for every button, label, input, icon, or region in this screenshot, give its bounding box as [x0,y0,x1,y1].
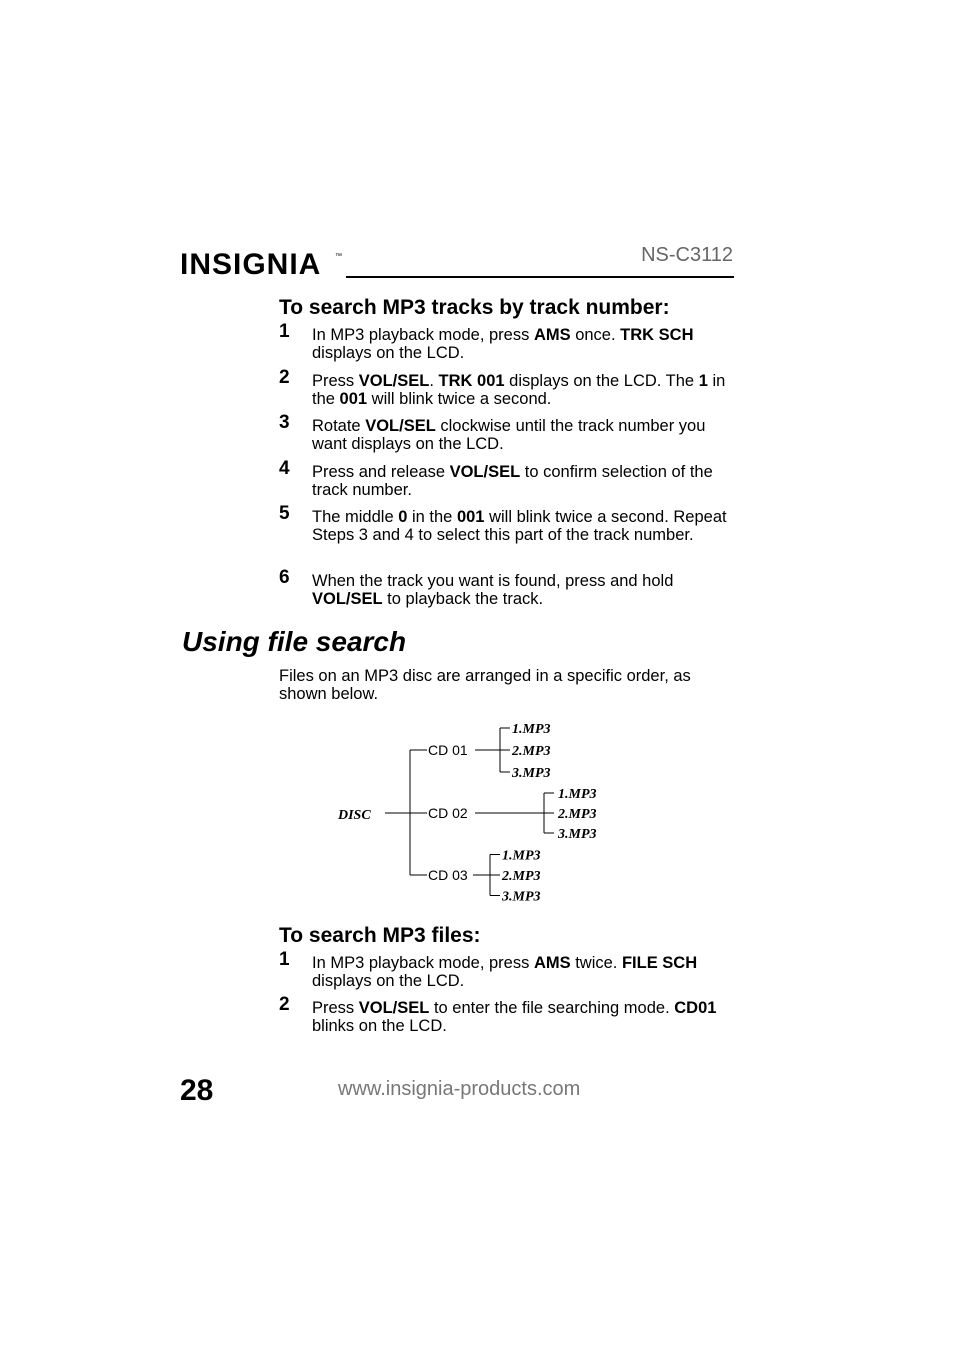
track-number-step-3 [279,412,739,453]
disc-folder-diagram [330,712,620,912]
text-run: to confirm selection of the track number. [312,463,713,499]
bold-term: 001 [456,508,485,526]
brand-text: INSIGNIA [180,248,322,281]
heading-mp3-files-search: To search MP3 files: [279,924,481,947]
step-number: 1 [279,949,290,970]
text-run: displays on the LCD. [312,972,465,990]
text-run: twice. [570,954,622,972]
folder-label: CD 02 [428,805,468,821]
bold-term: VOL/SEL [358,372,430,390]
bold-term: FILE SCH [621,954,698,972]
bold-term: VOL/SEL [358,999,430,1017]
file-label: 2.MP3 [558,807,597,822]
step-text [312,508,739,544]
step-number: 6 [279,567,290,588]
bold-term: 0 [398,508,408,526]
header-rule [346,276,734,278]
file-label: 3.MP3 [558,827,597,842]
bold-term: TRK SCH [620,326,694,344]
bold-term: 1 [698,372,708,390]
track-number-step-5 [279,503,739,544]
bold-term: TRK 001 [438,372,505,390]
page-number: 28 [180,1074,214,1107]
file-search-intro: Files on an MP3 disc are arranged in a specific order, as shown below. [279,667,691,703]
step-text [312,999,739,1035]
text-run: to playback the track. [382,590,544,608]
file-label: 2.MP3 [502,869,541,884]
text-run: will blink twice a second. Repeat Steps 3 and 4 to select this part of the track number. [312,508,727,544]
track-number-step-4 [279,458,739,499]
bold-term: VOL/SEL [449,463,521,481]
file-label: 2.MP3 [512,744,551,759]
text-run: displays on the LCD. The [504,372,699,390]
text-run: once. [570,326,621,344]
text-run: displays on the LCD. [312,344,465,362]
text-run: Press [312,999,359,1017]
text-run: in the [312,372,726,408]
track-number-step-6 [279,567,739,608]
step-number: 1 [279,321,290,342]
step-number: 2 [279,367,290,388]
text-run: When the track you want is found, press and hold [312,572,674,590]
file-label: 3.MP3 [512,766,551,781]
text-run: to enter the file searching mode. [429,999,675,1017]
step-text [312,372,739,408]
text-run: blinks on the LCD. [312,1017,447,1035]
bold-term: AMS [533,954,571,972]
bold-term: VOL/SEL [312,590,383,608]
text-run: In MP3 playback mode, press [312,954,534,972]
step-number: 5 [279,503,290,524]
bold-term: VOL/SEL [365,417,436,435]
folder-label: CD 03 [428,867,468,883]
text-run: Press [312,372,359,390]
step-text [312,572,739,608]
step-text [312,326,739,362]
file-label: 1.MP3 [502,848,541,864]
model-number: NS-C3112 [641,244,733,266]
insignia-logo [180,238,345,284]
text-run: in the [407,508,457,526]
text-run: In MP3 playback mode, press [312,326,534,344]
text-run: Rotate [312,417,366,435]
heading-using-file-search: Using file search [182,626,407,657]
step-text [312,954,739,990]
step-number: 2 [279,994,290,1015]
step-text [312,463,739,499]
text-run: clockwise until the track number you want displays on the LCD. [312,417,706,453]
bold-term: AMS [533,326,571,344]
text-run: . [429,372,439,390]
track-number-step-1 [279,321,739,362]
trademark-symbol: ™ [335,253,342,260]
text-run: The middle [312,508,399,526]
heading-track-number-search: To search MP3 tracks by track number: [279,296,670,319]
text-run: will blink twice a second. [367,390,552,408]
website-url: www.insignia-products.com [338,1078,581,1100]
text-run: Press and release [312,463,450,481]
bold-term: 001 [339,390,368,408]
file-search-step-1 [279,949,739,990]
step-number: 4 [279,458,290,479]
disc-root-label: DISC [338,808,371,823]
folder-label: CD 01 [428,742,468,758]
track-number-step-2 [279,367,739,408]
file-label: 1.MP3 [558,787,597,802]
file-label: 1.MP3 [512,722,551,737]
step-text [312,417,739,453]
bold-term: CD01 [674,999,717,1017]
step-number: 3 [279,412,290,433]
file-search-step-2 [279,994,739,1035]
file-label: 3.MP3 [502,889,541,905]
